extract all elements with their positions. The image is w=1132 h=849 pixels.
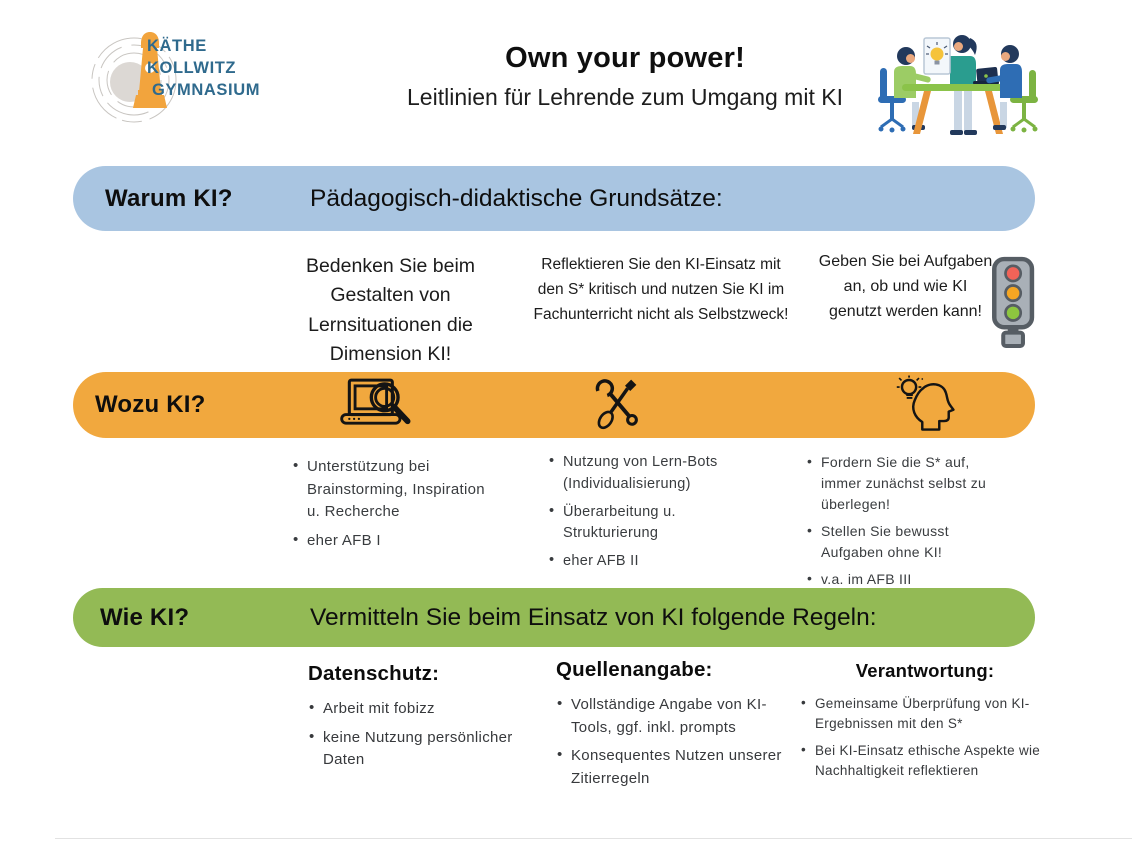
banner-wozu-label: Wozu KI? bbox=[95, 391, 206, 418]
school-name-line: KOLLWITZ bbox=[147, 58, 237, 77]
bullet-item: • Arbeit mit fobizz bbox=[308, 698, 518, 721]
banner-wie-ki bbox=[73, 588, 1035, 647]
bullet-item: • Konsequentes Nutzen unserer Zitierregeln bbox=[556, 745, 784, 790]
rule-heading: Quellenangabe: bbox=[556, 658, 713, 681]
banner-wie-text: Vermitteln Sie beim Einsatz von KI folgende Regeln: bbox=[310, 603, 877, 631]
rule-heading: Verantwortung: bbox=[855, 660, 995, 681]
bullet-item: • Vollständige Angabe von KI-Tools, ggf. inkl. prompts bbox=[556, 694, 784, 739]
bullet-item: • eher AFB I bbox=[292, 530, 488, 553]
head-idea-icon bbox=[891, 372, 963, 438]
bullet-item: • Bei KI-Einsatz ethische Aspekte wie Nachhaltigkeit reflektieren bbox=[800, 741, 1050, 782]
uses-column-lernbots bbox=[548, 452, 734, 579]
page-subtitle: Leitlinien für Lehrende zum Umgang mit KI bbox=[407, 84, 843, 110]
banner-warum-label: Warum KI? bbox=[105, 184, 233, 212]
page-title: Own your power! bbox=[505, 42, 745, 74]
banner-wie-label: Wie KI? bbox=[100, 603, 190, 631]
school-name bbox=[147, 36, 260, 101]
header-titles bbox=[320, 42, 930, 111]
uses-column-recherche bbox=[292, 456, 488, 558]
bullet-item: • Nutzung von Lern-Bots (Individualisierung) bbox=[548, 452, 734, 496]
uses-column-selbst-ueberlegen bbox=[806, 452, 998, 596]
banner-wozu-ki bbox=[73, 372, 1035, 438]
principle-aufgaben: Geben Sie bei Aufgaben an, ob und wie KI genutzt werden kann! bbox=[818, 253, 993, 320]
team-collaboration-illustration bbox=[872, 22, 1044, 140]
bullet-item: • Unterstützung bei Brainstorming, Inspiration u. Recherche bbox=[292, 456, 488, 524]
school-logo bbox=[90, 26, 320, 130]
principle-reflektieren: Reflektieren Sie den KI-Einsatz mit den S* kritisch und nutzen Sie KI im Fachunterricht nicht als Selbstzweck! bbox=[533, 256, 789, 324]
rule-column-quellenangabe bbox=[556, 658, 784, 796]
rule-column-datenschutz bbox=[308, 662, 518, 778]
school-name-line: GYMNASIUM bbox=[152, 80, 261, 99]
bullet-item: • eher AFB II bbox=[548, 551, 734, 573]
banner-warum-ki bbox=[73, 166, 1035, 231]
tools-icon bbox=[585, 372, 651, 438]
bullet-item: • Überarbeitung u. Strukturierung bbox=[548, 502, 734, 546]
bullet-item: • Gemeinsame Überprüfung von KI-Ergebnissen mit den S* bbox=[800, 694, 1050, 735]
rule-column-verantwortung bbox=[800, 660, 1050, 787]
page-bottom-divider bbox=[55, 838, 1132, 839]
principle-lernsituationen: Bedenken Sie beim Gestalten von Lernsituationen die Dimension KI! bbox=[305, 255, 476, 365]
bullet-item: • Stellen Sie bewusst Aufgaben ohne KI! bbox=[806, 521, 998, 563]
laptop-search-icon bbox=[335, 372, 421, 438]
bullet-item: • keine Nutzung persönlicher Daten bbox=[308, 727, 518, 772]
traffic-light-icon bbox=[988, 253, 1040, 353]
school-name-line: KÄTHE bbox=[147, 37, 207, 55]
banner-warum-text: Pädagogisch-didaktische Grundsätze: bbox=[310, 184, 723, 212]
bullet-item: • v.a. im AFB III bbox=[806, 569, 998, 590]
bullet-item: • Fordern Sie die S* auf, immer zunächst selbst zu überlegen! bbox=[806, 452, 998, 515]
rule-heading: Datenschutz: bbox=[308, 662, 440, 685]
